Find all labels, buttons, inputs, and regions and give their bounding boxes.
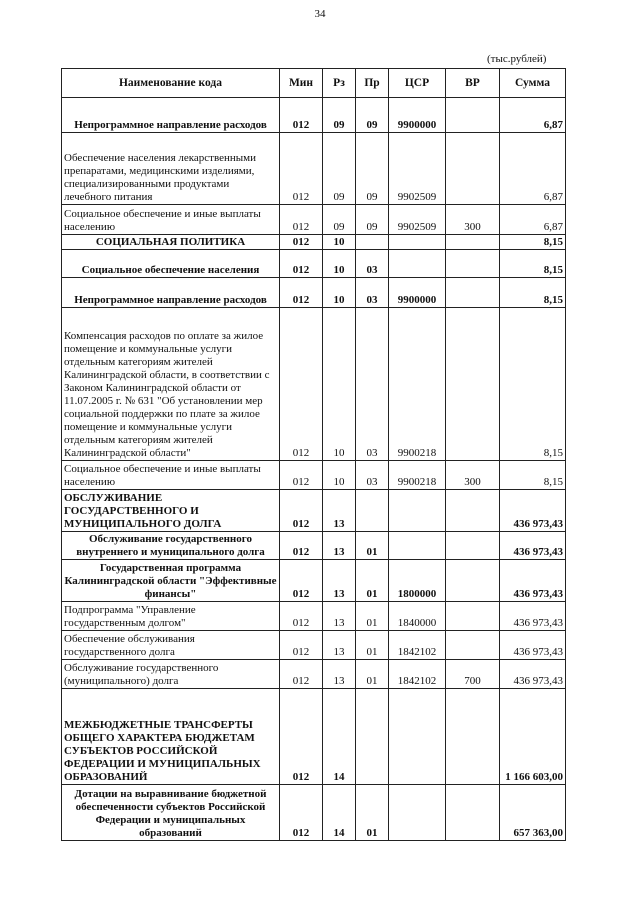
row-min: 012: [280, 235, 323, 250]
row-csr: 1842102: [389, 660, 446, 689]
row-name: СОЦИАЛЬНАЯ ПОЛИТИКА: [62, 235, 280, 250]
row-vr: [446, 490, 500, 532]
row-name: Обслуживание государственного внутреннего и муниципального долга: [62, 532, 280, 560]
row-min: 012: [280, 660, 323, 689]
table-row: [62, 205, 566, 235]
row-vr: 700: [446, 660, 500, 689]
row-name: Социальное обеспечение и иные выплаты населению: [62, 461, 280, 490]
row-name: МЕЖБЮДЖЕТНЫЕ ТРАНСФЕРТЫ ОБЩЕГО ХАРАКТЕРА БЮДЖЕТАМ СУБЪЕКТОВ РОССИЙСКОЙ ФЕДЕРАЦИИ И МУНИЦИПАЛЬНЫХ ОБРАЗОВАНИЙ: [62, 689, 280, 785]
row-rz: 13: [323, 660, 356, 689]
row-name: Компенсация расходов по оплате за жилое помещение и коммунальные услуги отдельным категориям жителей Калининградской области, в соответствии с Законом Калининградской области от 11.07.2005 г. № 631 "Об установлении мер социальной поддержки по плате за жилое помещение и коммунальные услуги отдельным категориям жителей Калининградской области": [62, 308, 280, 461]
row-name: Непрограммное направление расходов: [62, 98, 280, 133]
row-name: Дотации на выравнивание бюджетной обеспеченности субъектов Российской Федерации и муниципальных образований: [62, 785, 280, 841]
row-sum: 436 973,43: [500, 602, 566, 631]
row-csr: 1800000: [389, 560, 446, 602]
table-row: [62, 785, 566, 841]
row-pr: 03: [356, 250, 389, 278]
row-min: 012: [280, 602, 323, 631]
row-pr: 09: [356, 133, 389, 205]
row-rz: 10: [323, 278, 356, 308]
table-row: [62, 631, 566, 660]
row-name: Государственная программа Калининградской области "Эффективные финансы": [62, 560, 280, 602]
units-label: (тыс.рублей): [487, 53, 547, 65]
page-number: 34: [314, 8, 326, 20]
table-row: [62, 98, 566, 133]
row-pr: 03: [356, 461, 389, 490]
row-min: 012: [280, 631, 323, 660]
header-vr: ВР: [446, 69, 500, 98]
header-csr: ЦСР: [389, 69, 446, 98]
row-vr: [446, 235, 500, 250]
row-vr: [446, 631, 500, 660]
row-rz: 10: [323, 235, 356, 250]
row-min: 012: [280, 532, 323, 560]
row-min: 012: [280, 689, 323, 785]
row-min: 012: [280, 205, 323, 235]
row-name: ОБСЛУЖИВАНИЕ ГОСУДАРСТВЕННОГО И МУНИЦИПАЛЬНОГО ДОЛГА: [62, 490, 280, 532]
row-pr: 03: [356, 308, 389, 461]
row-rz: 13: [323, 560, 356, 602]
budget-table: [61, 68, 566, 841]
row-rz: 13: [323, 532, 356, 560]
row-sum: 436 973,43: [500, 560, 566, 602]
row-min: 012: [280, 278, 323, 308]
header-pr: Пр: [356, 69, 389, 98]
table-row: [62, 532, 566, 560]
table-header-row: [62, 69, 566, 98]
row-sum: 6,87: [500, 133, 566, 205]
row-pr: [356, 689, 389, 785]
row-name: Обслуживание государственного (муниципального) долга: [62, 660, 280, 689]
row-pr: 01: [356, 660, 389, 689]
row-csr: 1842102: [389, 631, 446, 660]
row-pr: [356, 490, 389, 532]
row-pr: 09: [356, 205, 389, 235]
row-min: 012: [280, 98, 323, 133]
row-csr: 9902509: [389, 133, 446, 205]
row-csr: [389, 490, 446, 532]
table-row: [62, 560, 566, 602]
row-vr: [446, 689, 500, 785]
row-name: Непрограммное направление расходов: [62, 278, 280, 308]
row-sum: 8,15: [500, 250, 566, 278]
header-rz: Рз: [323, 69, 356, 98]
table-row: [62, 689, 566, 785]
row-name: Обеспечение населения лекарственными препаратами, медицинскими изделиями, специализированными продуктами лечебного питания: [62, 133, 280, 205]
row-rz: 09: [323, 205, 356, 235]
row-csr: [389, 235, 446, 250]
row-pr: 01: [356, 785, 389, 841]
row-vr: [446, 560, 500, 602]
header-name: Наименование кода: [62, 69, 280, 98]
row-sum: 436 973,43: [500, 490, 566, 532]
row-vr: 300: [446, 205, 500, 235]
row-vr: [446, 785, 500, 841]
row-name: Социальное обеспечение и иные выплаты населению: [62, 205, 280, 235]
row-rz: 14: [323, 785, 356, 841]
table-row: [62, 250, 566, 278]
row-vr: 300: [446, 461, 500, 490]
row-pr: 01: [356, 560, 389, 602]
row-sum: 436 973,43: [500, 660, 566, 689]
row-sum: 8,15: [500, 278, 566, 308]
row-rz: 10: [323, 308, 356, 461]
row-sum: 6,87: [500, 205, 566, 235]
row-name: Социальное обеспечение населения: [62, 250, 280, 278]
row-rz: 13: [323, 602, 356, 631]
row-vr: [446, 250, 500, 278]
row-sum: 436 973,43: [500, 532, 566, 560]
row-csr: 9900000: [389, 278, 446, 308]
row-sum: 8,15: [500, 461, 566, 490]
row-min: 012: [280, 250, 323, 278]
row-csr: 1840000: [389, 602, 446, 631]
row-name: Подпрограмма "Управление государственным долгом": [62, 602, 280, 631]
row-rz: 13: [323, 490, 356, 532]
table-row: [62, 235, 566, 250]
row-pr: 01: [356, 602, 389, 631]
row-rz: 10: [323, 461, 356, 490]
row-vr: [446, 308, 500, 461]
row-csr: [389, 785, 446, 841]
table-row: [62, 602, 566, 631]
header-min: Мин: [280, 69, 323, 98]
row-pr: 01: [356, 532, 389, 560]
row-rz: 14: [323, 689, 356, 785]
row-sum: 657 363,00: [500, 785, 566, 841]
row-sum: 6,87: [500, 98, 566, 133]
table-row: [62, 660, 566, 689]
table-row: [62, 133, 566, 205]
row-rz: 09: [323, 98, 356, 133]
row-min: 012: [280, 490, 323, 532]
row-pr: 01: [356, 631, 389, 660]
row-rz: 13: [323, 631, 356, 660]
row-csr: 9900000: [389, 98, 446, 133]
row-sum: 436 973,43: [500, 631, 566, 660]
header-sum: Сумма: [500, 69, 566, 98]
row-csr: [389, 689, 446, 785]
table-row: [62, 308, 566, 461]
row-csr: 9900218: [389, 461, 446, 490]
row-vr: [446, 602, 500, 631]
row-csr: [389, 250, 446, 278]
row-min: 012: [280, 461, 323, 490]
row-min: 012: [280, 308, 323, 461]
row-csr: [389, 532, 446, 560]
row-vr: [446, 133, 500, 205]
table-row: [62, 490, 566, 532]
row-name: Обеспечение обслуживания государственного долга: [62, 631, 280, 660]
row-pr: 03: [356, 278, 389, 308]
row-vr: [446, 532, 500, 560]
row-min: 012: [280, 560, 323, 602]
row-sum: 8,15: [500, 235, 566, 250]
row-rz: 10: [323, 250, 356, 278]
row-csr: 9902509: [389, 205, 446, 235]
row-csr: 9900218: [389, 308, 446, 461]
row-sum: 8,15: [500, 308, 566, 461]
row-rz: 09: [323, 133, 356, 205]
row-pr: [356, 235, 389, 250]
row-min: 012: [280, 133, 323, 205]
row-vr: [446, 98, 500, 133]
row-min: 012: [280, 785, 323, 841]
row-vr: [446, 278, 500, 308]
row-pr: 09: [356, 98, 389, 133]
table-row: [62, 278, 566, 308]
table-row: [62, 461, 566, 490]
row-sum: 1 166 603,00: [500, 689, 566, 785]
